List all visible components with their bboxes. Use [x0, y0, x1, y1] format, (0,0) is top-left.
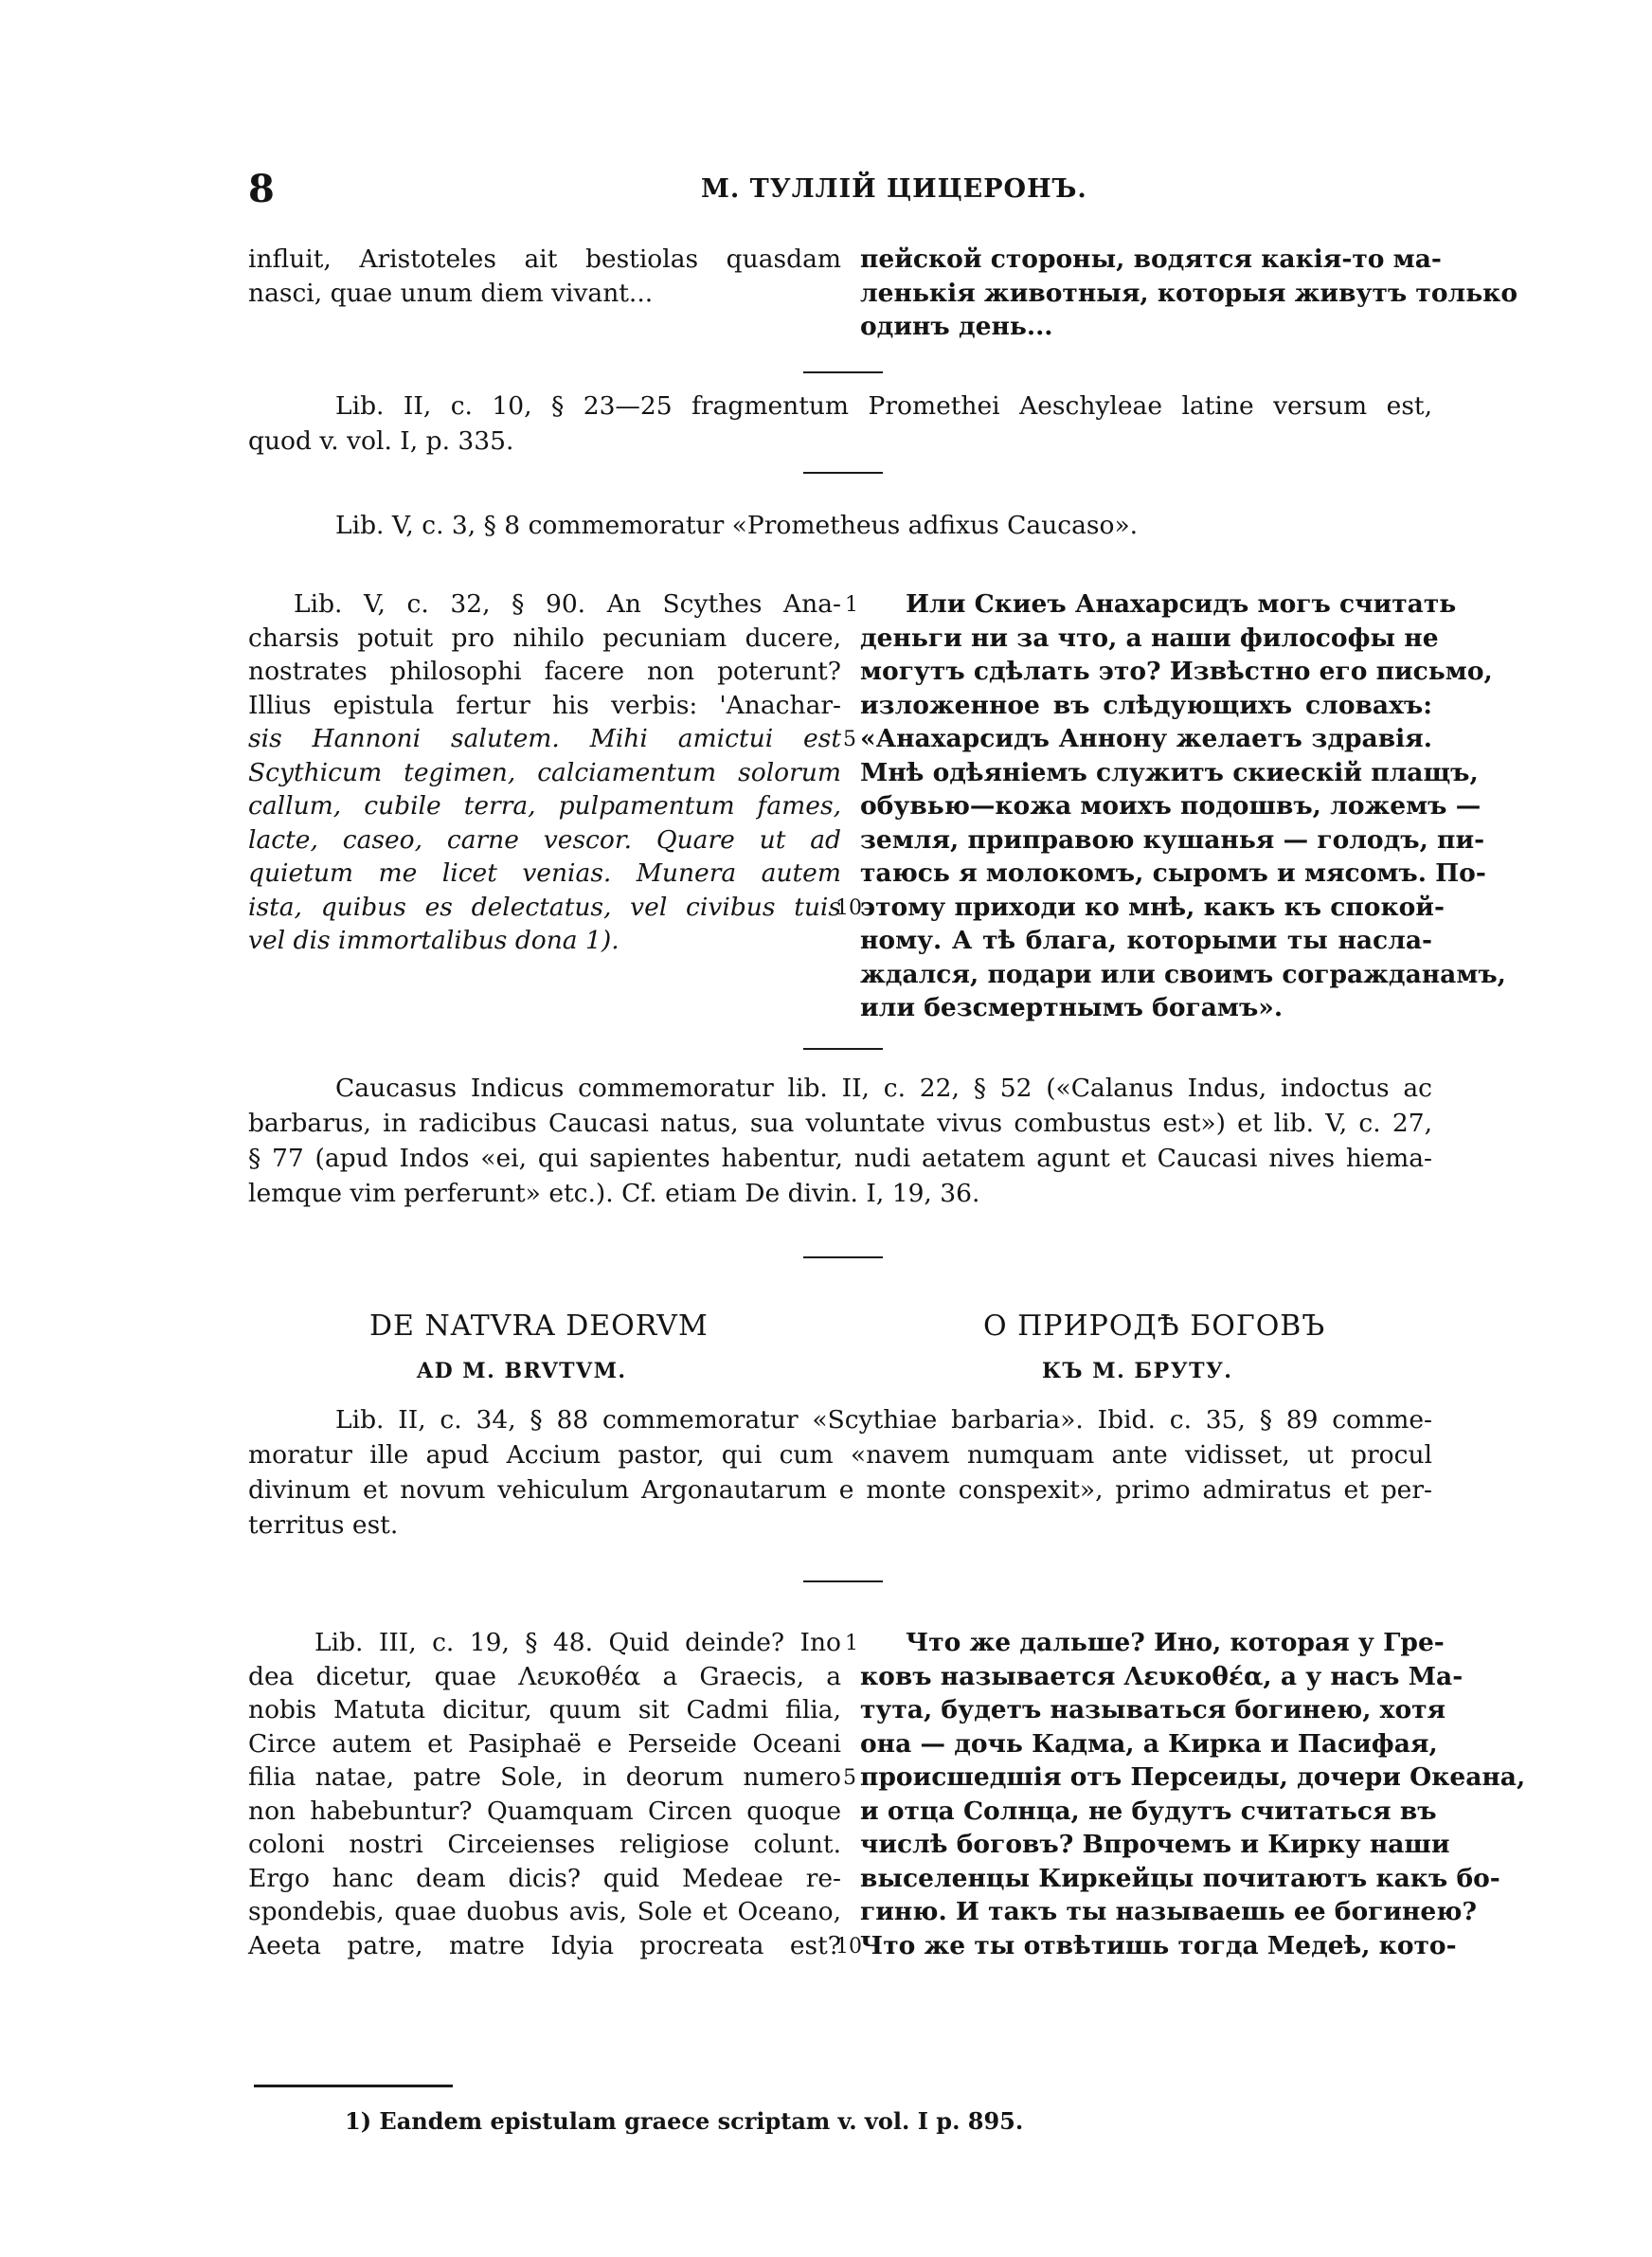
text-block-3: [248, 1626, 1526, 1977]
text-line: lacte, caseo, carne vescor. Quare ut ad: [248, 824, 841, 855]
section-subtitle-russian: КЪ М. БРУТУ.: [1042, 1359, 1233, 1383]
separator-rule: [803, 371, 883, 373]
text-line: Мнѣ одѣяніемъ служитъ скиескій плащъ,: [860, 757, 1479, 787]
text-line: ждался, подари или своимъ согражданамъ,: [860, 959, 1506, 989]
text-line: Scythicum tegimen, calciamentum solorum: [248, 757, 841, 787]
text-line: filia natae, patre Sole, in deorum numero: [248, 1762, 841, 1792]
line-number: 5: [843, 728, 856, 751]
section-subtitle-latin: AD M. BRVTVM.: [417, 1359, 627, 1383]
section-title-russian: О ПРИРОДѢ БОГОВЪ: [983, 1309, 1326, 1343]
text-line: quod v. vol. I, p. 335.: [248, 426, 514, 456]
text-line: выселенцы Киркейцы почитаютъ какъ бо-: [860, 1863, 1500, 1893]
text-line: nasci, quae unum diem vivant...: [248, 278, 654, 308]
paragraph-1: [248, 388, 1432, 459]
text-line: Ergo hanc deam dicis? quid Medeae re-: [248, 1863, 841, 1893]
text-line: или безсмертнымъ богамъ».: [860, 993, 1284, 1022]
text-line: moratur ille apud Accium pastor, qui cum «navem numquam ante vidisset, ut procul: [248, 1440, 1432, 1470]
text-line: Illius epistula fertur his verbis: 'Anachar-: [248, 690, 841, 720]
text-line: Caucasus Indicus commemoratur lib. II, c. 22, § 52 («Calanus Indus, indoctus ac: [335, 1074, 1432, 1103]
text-line: influit, Aristoteles ait bestiolas quasdam: [248, 244, 841, 274]
russian-column: [860, 1626, 1526, 1962]
text-line: деньги ни за что, а наши философы не: [860, 623, 1439, 653]
text-line: ному. А тѣ блага, которыми ты насла-: [860, 926, 1432, 955]
line-number: 5: [843, 1766, 856, 1790]
text-line: barbarus, in radicibus Caucasi natus, sua voluntate vivus combustus est») et lib. V, c. 27,: [248, 1109, 1432, 1138]
text-line: territus est.: [248, 1510, 399, 1540]
text-line: § 77 (apud Indos «ei, qui sapientes habentur, nudi aetatem agunt et Caucasi nives hiema-: [248, 1144, 1432, 1173]
separator-rule: [803, 1580, 883, 1582]
russian-column: [860, 243, 1517, 344]
separator-rule: [803, 1256, 883, 1258]
text-line: могутъ сдѣлать это? Извѣстно его письмо,: [860, 657, 1493, 686]
russian-column: [860, 587, 1506, 1025]
text-line: Lib. V, c. 32, § 90. An Scythes Ana-: [294, 589, 841, 619]
text-line: Что же ты отвѣтишь тогда Медеѣ, кото-: [860, 1930, 1457, 1960]
line-number: 1: [845, 593, 858, 617]
text-line: dea dicetur, quae Λευκοθέα a Graecis, a: [248, 1661, 841, 1691]
latin-column: [248, 1626, 841, 1962]
line-number: 1: [845, 1632, 858, 1655]
text-line: одинъ день...: [860, 312, 1053, 341]
separator-rule: [803, 472, 883, 474]
text-line: таюсь я молокомъ, сыромъ и мясомъ. По-: [860, 858, 1486, 888]
text-line: charsis potuit pro nihilo pecuniam ducere,: [248, 623, 841, 653]
line-number: 10: [835, 1935, 862, 1959]
text-line: spondebis, quae duobus avis, Sole et Oceano,: [248, 1897, 841, 1926]
footnote-rule: [254, 2085, 453, 2087]
text-line: гиню. И такъ ты называешь ее богинею?: [860, 1897, 1477, 1926]
text-line: ленькія животныя, которыя живутъ только: [860, 278, 1517, 308]
text-line: пейской стороны, водятся какія-то ма-: [860, 244, 1442, 274]
text-line: vel dis immortalibus dona 1).: [248, 926, 620, 955]
text-line: sis Hannoni salutem. Mihi amictui est: [248, 724, 841, 753]
text-line: Что же дальше? Ино, которая у Гре-: [906, 1628, 1445, 1657]
text-line: происшедшія отъ Персеиды, дочери Океана,: [860, 1762, 1526, 1792]
text-line: Lib. II, c. 34, § 88 commemoratur «Scythiae barbaria». Ibid. c. 35, § 89 comme-: [335, 1405, 1432, 1435]
footnote: 1) Eandem epistulam graece scriptam v. vol. I p. 895.: [345, 2107, 1024, 2135]
text-line: земля, приправою кушанья — голодъ, пи-: [860, 824, 1485, 855]
text-line: обувью—кожа моихъ подошвъ, ложемъ —: [860, 791, 1481, 821]
text-line: Lib. II, c. 10, § 23—25 fragmentum Promethei Aeschyleae latine versum est,: [335, 391, 1432, 421]
text-line: Aeeta patre, matre Idyia procreata est?: [248, 1930, 841, 1960]
text-line: Или Скиеъ Анахарсидъ могъ считать: [906, 589, 1457, 619]
running-head: М. ТУЛЛІЙ ЦИЦЕРОНЪ.: [701, 174, 1087, 204]
text-line: non habebuntur? Quamquam Circen quoque: [248, 1796, 841, 1826]
text-line: coloni nostri Circeienses religiose colunt.: [248, 1830, 841, 1859]
text-line: Lib. V, c. 3, § 8 commemoratur «Prometheus adfixus Caucaso».: [335, 511, 1139, 540]
text-line: divinum et novum vehiculum Argonautarum e monte conspexit», primo admiratus et per-: [248, 1475, 1432, 1505]
text-line: Lib. III, c. 19, § 48. Quid deinde? Ino: [314, 1628, 841, 1657]
text-line: quietum me licet venias. Munera autem: [248, 858, 841, 888]
text-line: числѣ боговъ? Впрочемъ и Кирку наши: [860, 1830, 1450, 1859]
text-block-2: [248, 587, 1506, 1033]
paragraph-4: [248, 1402, 1432, 1543]
text-line: ista, quibus es delectatus, vel civibus tuis: [248, 892, 841, 922]
section-title-latin: DE NATVRA DEORVM: [369, 1309, 709, 1343]
latin-column: [248, 243, 841, 310]
text-line: lemque vim perferunt» etc.). Cf. etiam De divin. I, 19, 36.: [248, 1179, 980, 1208]
text-line: «Анахарсидъ Аннону желаетъ здравія.: [860, 724, 1432, 753]
text-line: и отца Солнца, не будутъ считаться въ: [860, 1796, 1437, 1826]
text-line: Circe autem et Pasiphaë e Perseide Oceani: [248, 1728, 841, 1759]
line-number: 10: [835, 896, 862, 920]
latin-column: [248, 587, 841, 958]
paragraph-3: [248, 1071, 1432, 1211]
separator-rule: [803, 1048, 883, 1050]
text-block-1: [248, 243, 1517, 347]
text-line: тута, будетъ называться богинею, хотя: [860, 1695, 1446, 1724]
text-line: ковъ называется Λευκοθέα, а у насъ Ма-: [860, 1661, 1463, 1691]
text-line: этому приходи ко мнѣ, какъ къ спокой-: [860, 892, 1445, 922]
text-line: nostrates philosophi facere non poterunt?: [248, 657, 841, 686]
text-line: она — дочь Кадма, а Кирка и Пасифая,: [860, 1728, 1438, 1759]
text-line: nobis Matuta dicitur, quum sit Cadmi filia,: [248, 1695, 841, 1724]
page-number: 8: [248, 167, 275, 211]
text-line: callum, cubile terra, pulpamentum fames,: [248, 791, 841, 821]
paragraph-2: [248, 508, 1432, 543]
text-line: изложенное въ слѣдующихъ словахъ:: [860, 690, 1432, 720]
